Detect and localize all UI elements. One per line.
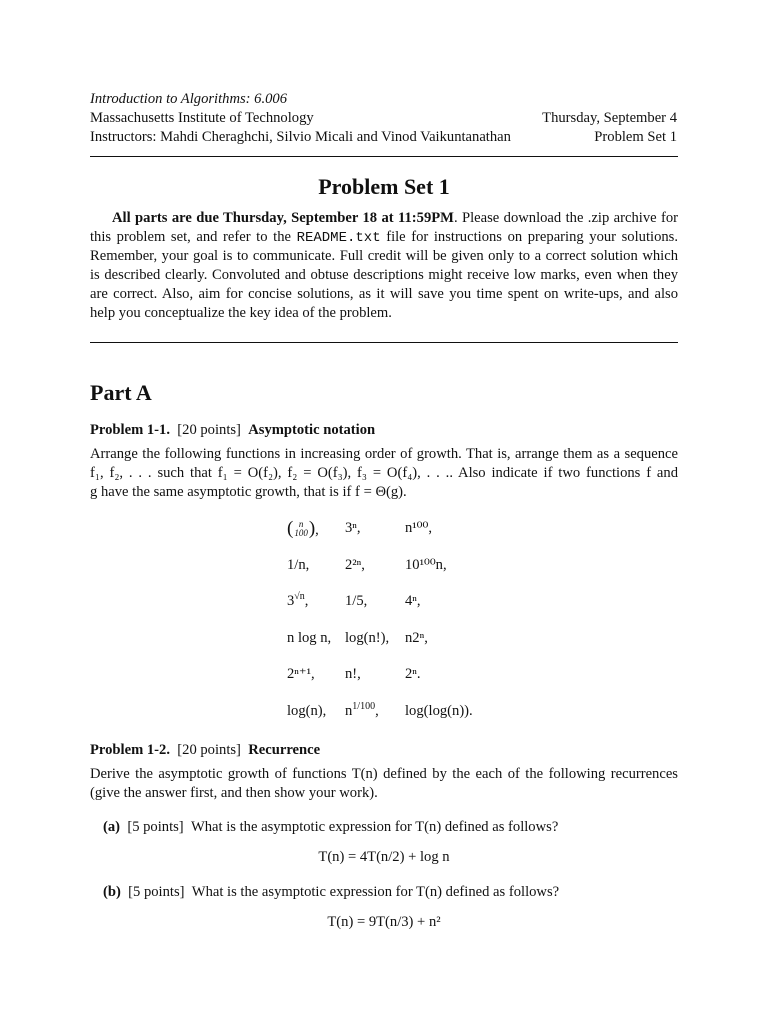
function-r5-c2: n!, <box>345 666 361 682</box>
function-r1-c2: 3ⁿ, <box>345 520 361 536</box>
function-r6-c1: log(n), <box>287 703 327 719</box>
function-r5-c3: 2ⁿ. <box>405 666 421 682</box>
problem-1-text: Arrange the following functions in increasing order of growth. That is, arrange them as a sequence f₁, f₂, . . . such that f₁ = O(f₂), f₂ = O(f₃), f₃ = O(f₄), . . .. Also indicate if two functions f and g have the same asymptotic growth, that is if f = Θ(g). <box>90 446 679 500</box>
course-title: Introduction to Algorithms: 6.006 <box>90 91 288 107</box>
equation-a: T(n) = 4T(n/2) + log n <box>318 849 450 865</box>
function-r2-c1: 1/n, <box>287 557 310 573</box>
function-r1-c1: ( n 100 ) , <box>287 518 319 539</box>
readme-filename: README.txt <box>296 230 381 246</box>
function-r4-c1: n log n, <box>287 630 332 646</box>
problem-2-text: Derive the asymptotic growth of functions T(n) defined by the each of the following recurrences (give the answer first, and then show your work). <box>90 766 678 801</box>
institution: Massachusetts Institute of Technology <box>90 110 314 126</box>
intro-rule <box>90 342 678 343</box>
function-r2-c2: 2²ⁿ, <box>345 557 365 573</box>
function-r6-c3: log(log(n)). <box>405 703 473 719</box>
part-a-heading: Part A <box>90 380 152 405</box>
function-r4-c2: log(n!), <box>345 630 390 646</box>
problem-1-heading: Problem 1-1. [20 points] Asymptotic notation <box>90 422 376 438</box>
subproblem-b: (b) [5 points] What is the asymptotic expression for T(n) defined as follows? <box>103 884 560 900</box>
function-r3-c2: 1/5, <box>345 593 368 609</box>
function-r1-c3: n¹⁰⁰, <box>405 520 433 536</box>
header-rule <box>90 156 678 157</box>
instructors: Instructors: Mahdi Cheraghchi, Silvio Micali and Vinod Vaikuntanathan <box>90 129 511 145</box>
header-block <box>90 90 677 147</box>
function-r4-c3: n2ⁿ, <box>405 630 428 646</box>
date: Thursday, September 4 <box>542 110 677 126</box>
function-r2-c3: 10¹⁰⁰n, <box>405 557 447 573</box>
function-r3-c3: 4ⁿ, <box>405 593 421 609</box>
function-r3-c1: $3^{√n}$, <box>287 591 309 609</box>
function-r5-c1: 2ⁿ⁺¹, <box>287 666 315 682</box>
intro-paragraph: All parts are due Thursday, September 18 at 11:59PM. Please download the .zip archive for this problem set, and refer to the README.txt file for instructions on preparing your solutions. Remember, your goal is to communicate. Full credit will be given only to a correct solution which is described clearly. Convoluted and obtuse descriptions might receive low marks, even when they are correct. Also, aim for concise solutions, as it will save you time spent on write-ups, and also help you conceptualize the key idea of the problem. <box>90 210 678 321</box>
due-date: All parts are due Thursday, September 18 at 11:59PM <box>112 210 454 226</box>
equation-b: T(n) = 9T(n/3) + n² <box>327 914 441 930</box>
function-r6-c2: $n^{1/100}$, <box>345 701 379 719</box>
subproblem-a: (a) [5 points] What is the asymptotic expression for T(n) defined as follows? <box>103 819 559 835</box>
problem-2-heading: Problem 1-2. [20 points] Recurrence <box>90 742 321 758</box>
pset-label: Problem Set 1 <box>594 129 677 145</box>
page-title: Problem Set 1 <box>318 174 450 199</box>
